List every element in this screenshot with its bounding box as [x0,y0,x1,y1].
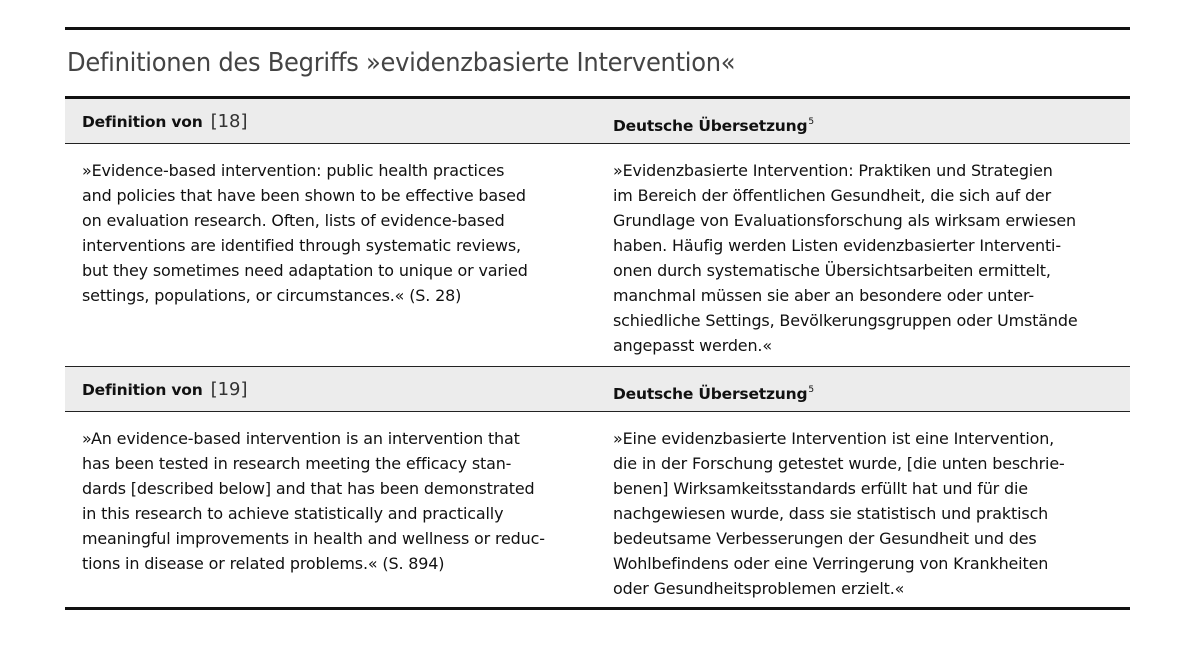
bottom-rule [65,607,1130,610]
text-line: meaningful improvements in health and wellness or reduc- [82,529,545,548]
text-line: im Bereich der öffentlichen Gesundheit, die sich auf der [613,186,1052,205]
text-line: on evaluation research. Often, lists of evidence-based [82,211,505,230]
text-line: oder Gesundheitsproblemen erzielt.« [613,579,905,598]
header-cell-translation [613,99,814,143]
definition-text-english [82,426,575,576]
header-cell-translation [613,367,814,411]
header-label-translation: Deutsche Übersetzung [613,385,808,403]
text-line: Wohlbefindens oder eine Verringerung von Krankheiten [613,554,1049,573]
text-line: manchmal müssen sie aber an besondere oder unter- [613,286,1034,305]
definition-text-german [613,426,1115,601]
text-line: interventions are identified through systematic reviews, [82,236,521,255]
text-line: has been tested in research meeting the efficacy stan- [82,454,512,473]
definition-text-german [613,158,1115,358]
top-rule [65,27,1130,30]
footnote-marker: 5 [808,117,815,127]
header-row-1 [65,99,1130,144]
text-line: but they sometimes need adaptation to unique or varied [82,261,528,280]
definitions-table [65,27,1130,610]
text-line: dards [described below] and that has been demonstrated [82,479,535,498]
text-line: »Evidenzbasierte Intervention: Praktiken und Strategien [613,161,1053,180]
reference-citation: [18] [210,111,248,132]
text-line: bedeutsame Verbesserungen der Gesundheit und des [613,529,1037,548]
header-cell-definition [82,367,248,411]
header-label-definition: Definition von [82,381,203,399]
text-line: »Eine evidenzbasierte Intervention ist eine Intervention, [613,429,1055,448]
footnote-marker: 5 [808,385,815,395]
text-line: in this research to achieve statistically and practically [82,504,504,523]
table-title: Definitionen des Begriffs »evidenzbasierte Intervention« [67,48,736,78]
body-row-1 [65,144,1130,367]
text-line: »An evidence-based intervention is an intervention that [82,429,520,448]
text-line: angepasst werden.« [613,336,772,355]
text-line: »Evidence-based intervention: public health practices [82,161,505,180]
text-line: haben. Häufig werden Listen evidenzbasierter Interventi- [613,236,1061,255]
definition-text-english [82,158,575,308]
header-label-translation: Deutsche Übersetzung [613,117,808,135]
body-row-2 [65,412,1130,607]
text-line: and policies that have been shown to be effective based [82,186,526,205]
header-label-definition: Definition von [82,113,203,131]
text-line: die in der Forschung getestet wurde, [die unten beschrie- [613,454,1065,473]
header-cell-definition [82,99,248,143]
text-line: schiedliche Settings, Bevölkerungsgruppen oder Umstände [613,311,1078,330]
reference-citation: [19] [210,379,248,400]
text-line: nachgewiesen wurde, dass sie statistisch und praktisch [613,504,1049,523]
header-row-2 [65,367,1130,412]
text-line: Grundlage von Evaluationsforschung als wirksam erwiesen [613,211,1077,230]
text-line: tions in disease or related problems.« (S. 894) [82,554,445,573]
text-line: settings, populations, or circumstances.« (S. 28) [82,286,462,305]
text-line: benen] Wirksamkeitsstandards erfüllt hat und für die [613,479,1028,498]
text-line: onen durch systematische Übersichtsarbeiten ermittelt, [613,261,1051,280]
